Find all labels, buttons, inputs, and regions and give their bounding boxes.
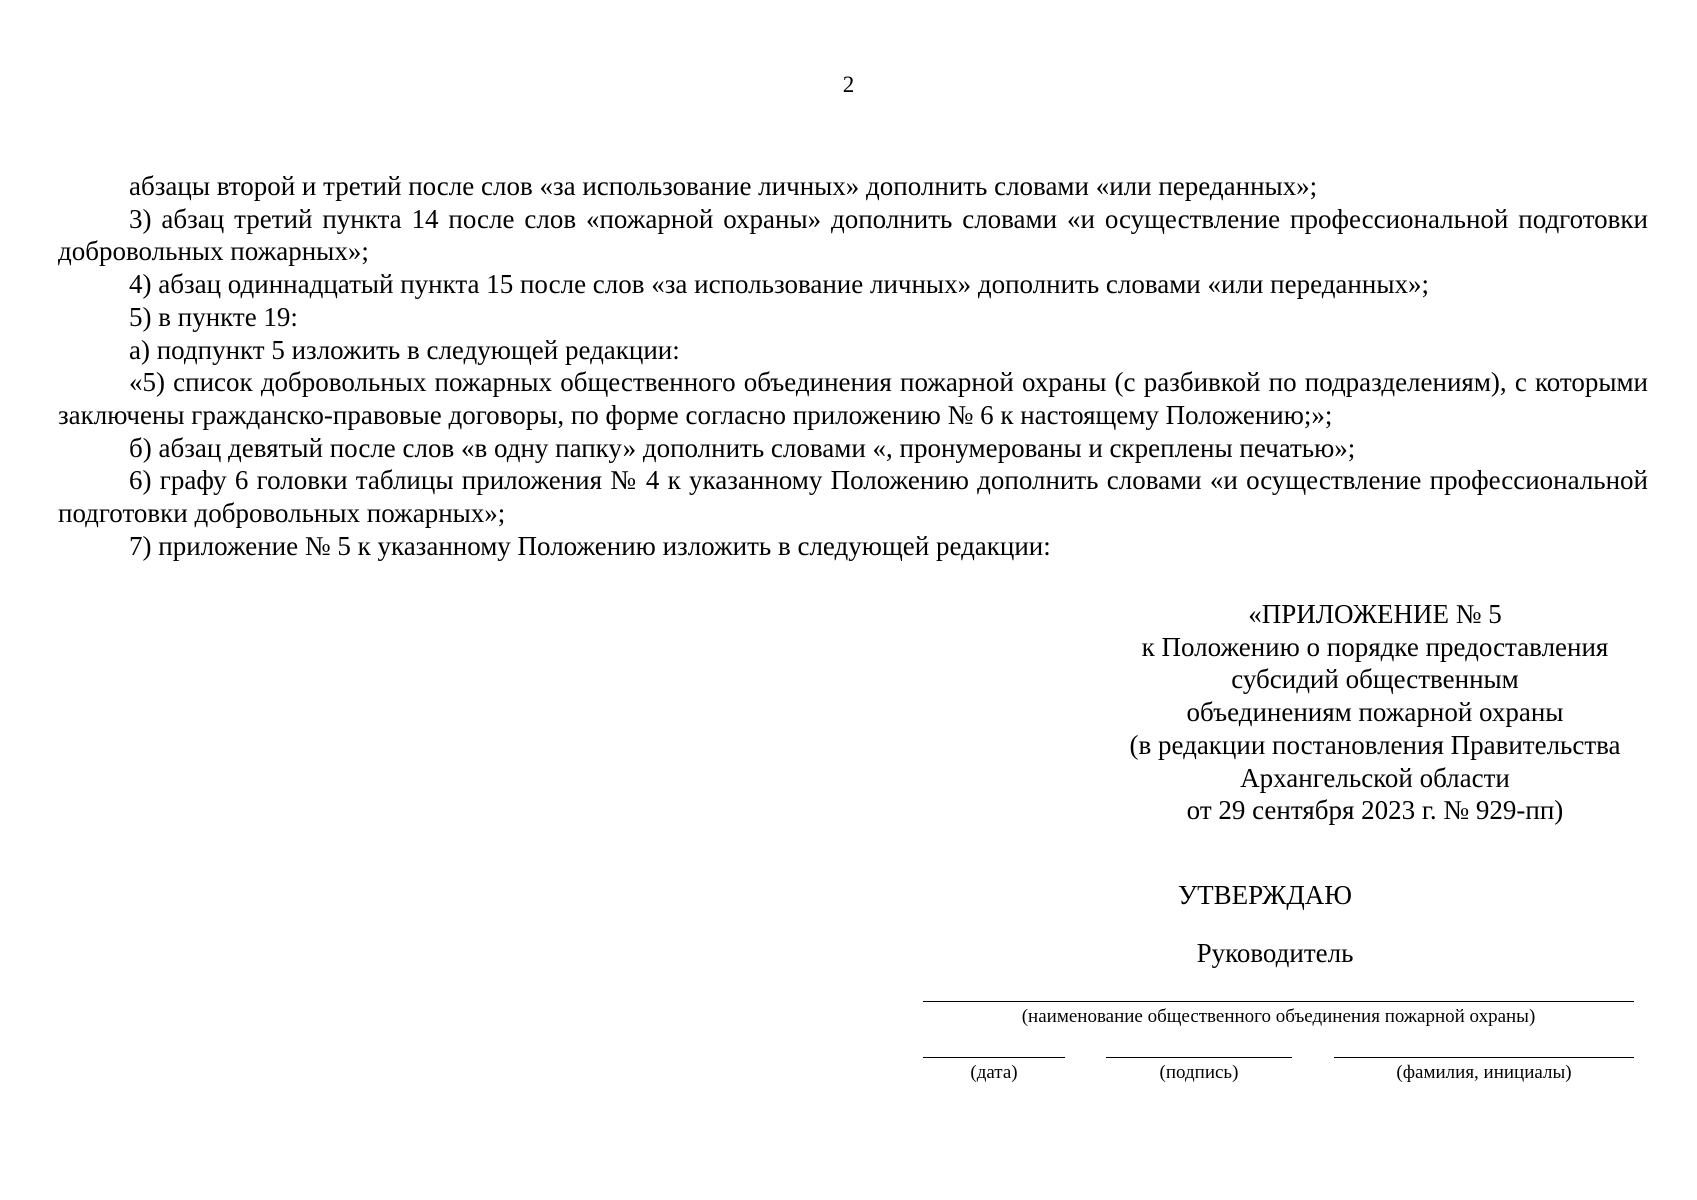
appendix-line: «ПРИЛОЖЕНИЕ № 5 [1248, 599, 1502, 629]
paragraph: 5) в пункте 19: [129, 301, 298, 332]
paragraph: «5) список добровольных пожарных общественного объединения пожарной охраны (с разбивкой по подразделениям), с которыми заключены гражданско-правовые договоры, по форме согласно приложению № 6 к настоящему Положению;»; [58, 367, 1648, 430]
name-line [1334, 1057, 1634, 1058]
amendment-text [58, 170, 1648, 562]
appendix-line: субсидий общественным [1231, 664, 1519, 695]
paragraph: 6) графу 6 головки таблицы приложения № 4 к указанному Положению дополнить словами «и осуществление профессиональной подготовки добровольных пожарных»; [58, 465, 1648, 529]
paragraph: 7) приложение № 5 к указанному Положению изложить в следующей редакции: [129, 530, 1051, 561]
approval-position: Руководитель [1196, 938, 1354, 968]
appendix-line: объединениям пожарной охраны [1186, 697, 1564, 728]
appendix-header [1110, 598, 1640, 827]
organization-caption: (наименование общественного объединения пожарной охраны) [1021, 1006, 1536, 1027]
appendix-line: к Положению о порядке предоставления [1141, 631, 1609, 662]
signature-caption: (подпись) [1159, 1062, 1239, 1083]
name-caption: (фамилия, инициалы) [1396, 1062, 1572, 1083]
date-caption: (дата) [970, 1062, 1018, 1083]
paragraph: 4) абзац одиннадцатый пункта 15 после слов «за использование личных» дополнить словами «или переданных»; [129, 269, 1429, 300]
date-line [923, 1057, 1065, 1058]
signature-line [1106, 1057, 1292, 1058]
appendix-line: (в редакции постановления Правительства [1129, 729, 1621, 760]
paragraph: б) абзац девятый после слов «в одну папку» дополнить словами «, пронумерованы и скреплены печатью»; [129, 432, 1356, 463]
approval-title: УТВЕРЖДАЮ [1177, 880, 1353, 910]
paragraph: абзацы второй и третий после слов «за использование личных» дополнить словами «или переданных»; [129, 171, 1318, 201]
organization-line [923, 1001, 1634, 1002]
paragraph: 3) абзац третий пункта 14 после слов «пожарной охраны» дополнить словами «и осуществление профессиональной подготовки добровольных пожарных»; [58, 203, 1648, 267]
appendix-line: Архангельской области [1240, 762, 1510, 793]
appendix-line: от 29 сентября 2023 г. № 929-пп) [1186, 795, 1564, 826]
paragraph: а) подпункт 5 изложить в следующей редакции: [129, 334, 680, 365]
page-number: 2 [842, 72, 855, 97]
